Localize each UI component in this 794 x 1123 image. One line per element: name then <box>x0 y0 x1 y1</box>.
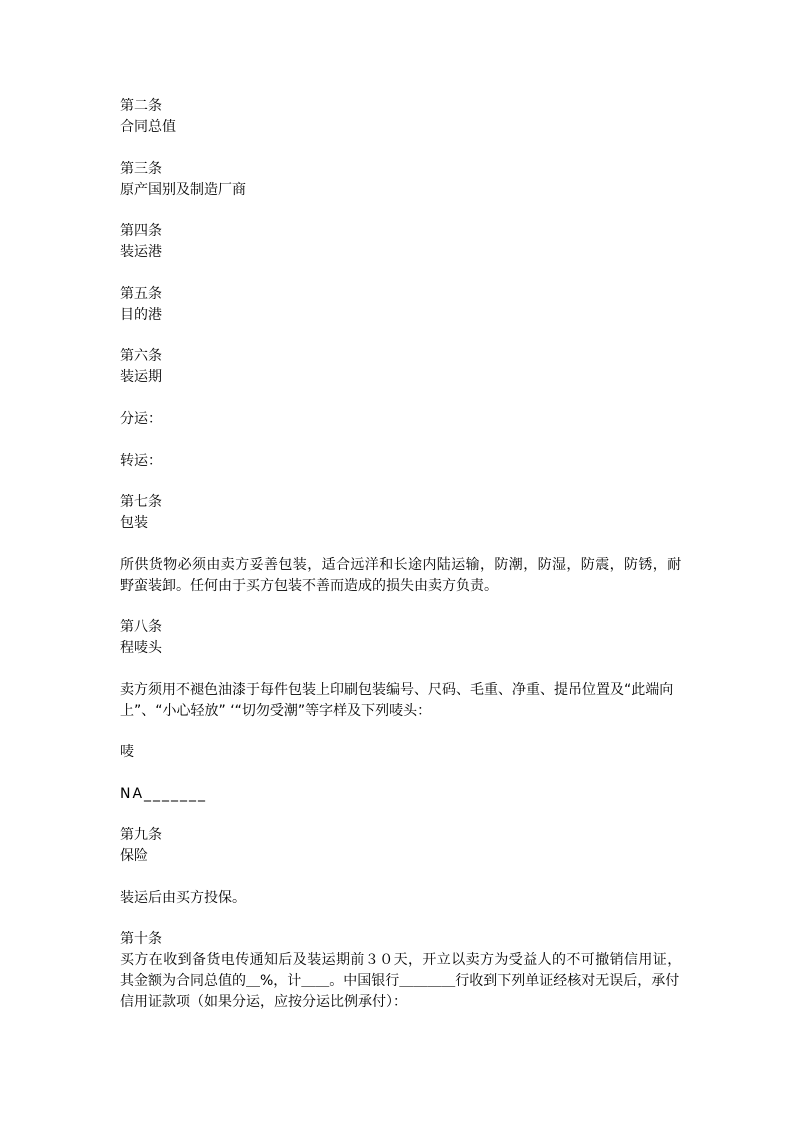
article-8-heading: 第八条 <box>120 619 162 635</box>
article-5-title: 目的港 <box>120 307 162 323</box>
shipping-mark-value: NA_______ <box>120 786 208 802</box>
article-8-body-line-1: 卖方须用不褪色油漆于每件包装上印刷包装编号、尺码、毛重、净重、提吊位置及“此端向 <box>120 682 674 698</box>
article-7-title: 包装 <box>120 515 148 531</box>
partial-shipment-label: 分运： <box>120 411 162 427</box>
article-10-heading: 第十条 <box>120 931 162 947</box>
article-3-heading: 第三条 <box>120 161 162 177</box>
article-2-heading: 第二条 <box>120 98 162 114</box>
article-6-title: 装运期 <box>120 369 162 385</box>
article-9-title: 保险 <box>120 848 148 864</box>
transshipment-label: 转运： <box>120 453 162 469</box>
article-7-body-line-1: 所供货物必须由卖方妥善包装，适合远洋和长途内陆运输，防潮，防湿，防震，防锈，耐 <box>120 557 682 573</box>
article-6-heading: 第六条 <box>120 348 162 364</box>
article-5-heading: 第五条 <box>120 286 162 302</box>
article-4-title: 装运港 <box>120 244 162 260</box>
article-7-body-line-2: 野蛮装卸。任何由于买方包装不善而造成的损失由卖方负责。 <box>120 578 498 594</box>
article-10-body-line-2: 其金额为合同总值的＿%，计＿＿。中国银行＿＿＿＿行收到下列单证经核对无误后，承付 <box>120 973 680 989</box>
article-7-heading: 第七条 <box>120 494 162 510</box>
shipping-mark-label: 唛 <box>120 744 134 760</box>
article-9-heading: 第九条 <box>120 827 162 843</box>
article-10-body-line-3: 信用证款项（如果分运，应按分运比例承付）： <box>120 994 407 1010</box>
article-2-title: 合同总值 <box>120 119 176 135</box>
article-8-title: 程唛头 <box>120 640 162 656</box>
article-3-title: 原产国别及制造厂商 <box>120 182 246 198</box>
article-10-body-line-1: 买方在收到备货电传通知后及装运期前３０天，开立以卖方为受益人的不可撤销信用证， <box>120 952 682 968</box>
article-8-body-line-2: 上”、“小心轻放” ‘“切勿受潮”等字样及下列唛头： <box>120 703 432 719</box>
article-9-body: 装运后由买方投保。 <box>120 890 246 906</box>
article-4-heading: 第四条 <box>120 223 162 239</box>
